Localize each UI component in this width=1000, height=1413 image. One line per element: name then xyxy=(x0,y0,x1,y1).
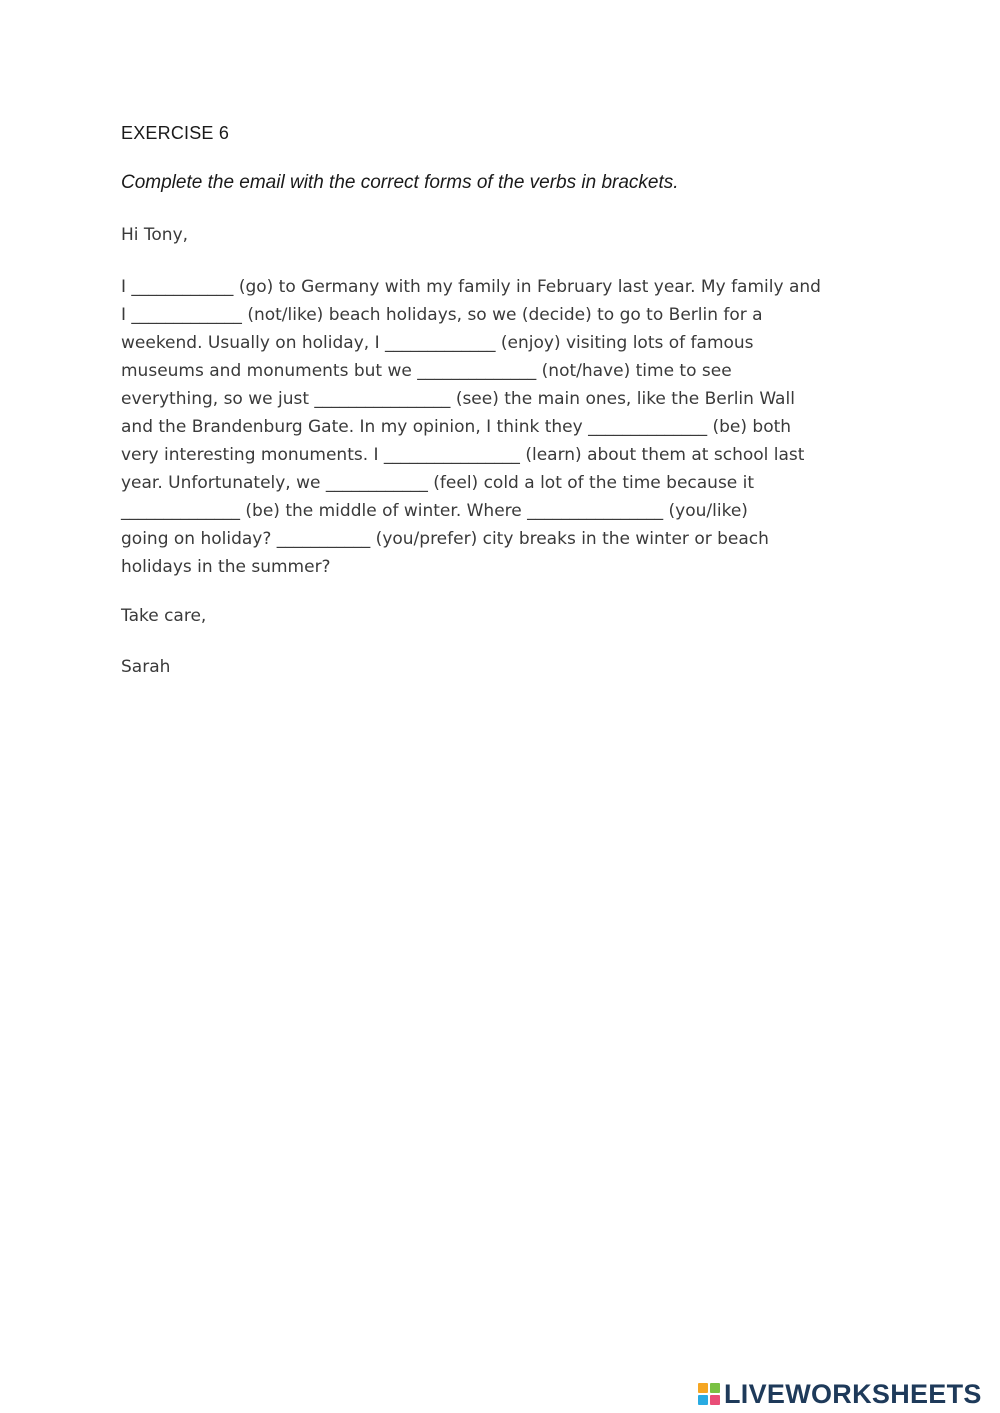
email-line: very interesting monuments. I ________________ (learn) about them at school last xyxy=(121,445,805,465)
logo-square xyxy=(698,1395,708,1405)
email-line: going on holiday? ___________ (you/prefer) city breaks in the winter or beach xyxy=(121,529,769,549)
email-line: weekend. Usually on holiday, I _____________ (enjoy) visiting lots of famous xyxy=(121,333,754,353)
logo-wordmark: LIVEWORKSHEETS xyxy=(724,1378,982,1409)
email-signature: Sarah xyxy=(121,657,171,677)
email-body xyxy=(121,273,891,581)
email-line: everything, so we just ________________ (see) the main ones, like the Berlin Wall xyxy=(121,389,795,409)
email-line: I ____________ (go) to Germany with my family in February last year. My family and xyxy=(121,277,821,297)
logo-square xyxy=(710,1383,720,1393)
logo-square xyxy=(698,1383,708,1393)
liveworksheets-logo-icon xyxy=(698,1383,720,1405)
email-line: and the Brandenburg Gate. In my opinion, I think they ______________ (be) both xyxy=(121,417,792,437)
exercise-heading: EXERCISE 6 xyxy=(121,123,230,143)
email-line: year. Unfortunately, we ____________ (feel) cold a lot of the time because it xyxy=(121,473,755,493)
email-line: ______________ (be) the middle of winter. Where ________________ (you/like) xyxy=(121,501,748,521)
email-line: I _____________ (not/like) beach holidays, so we (decide) to go to Berlin for a xyxy=(121,305,763,325)
email-signoff: Take care, xyxy=(121,606,207,626)
email-line: holidays in the summer? xyxy=(121,557,331,577)
exercise-instruction: Complete the email with the correct forms of the verbs in brackets. xyxy=(121,172,679,193)
email-line: museums and monuments but we ______________ (not/have) time to see xyxy=(121,361,732,381)
liveworksheets-logo xyxy=(698,1379,982,1409)
email-greeting: Hi Tony, xyxy=(121,225,189,245)
logo-square xyxy=(710,1395,720,1405)
